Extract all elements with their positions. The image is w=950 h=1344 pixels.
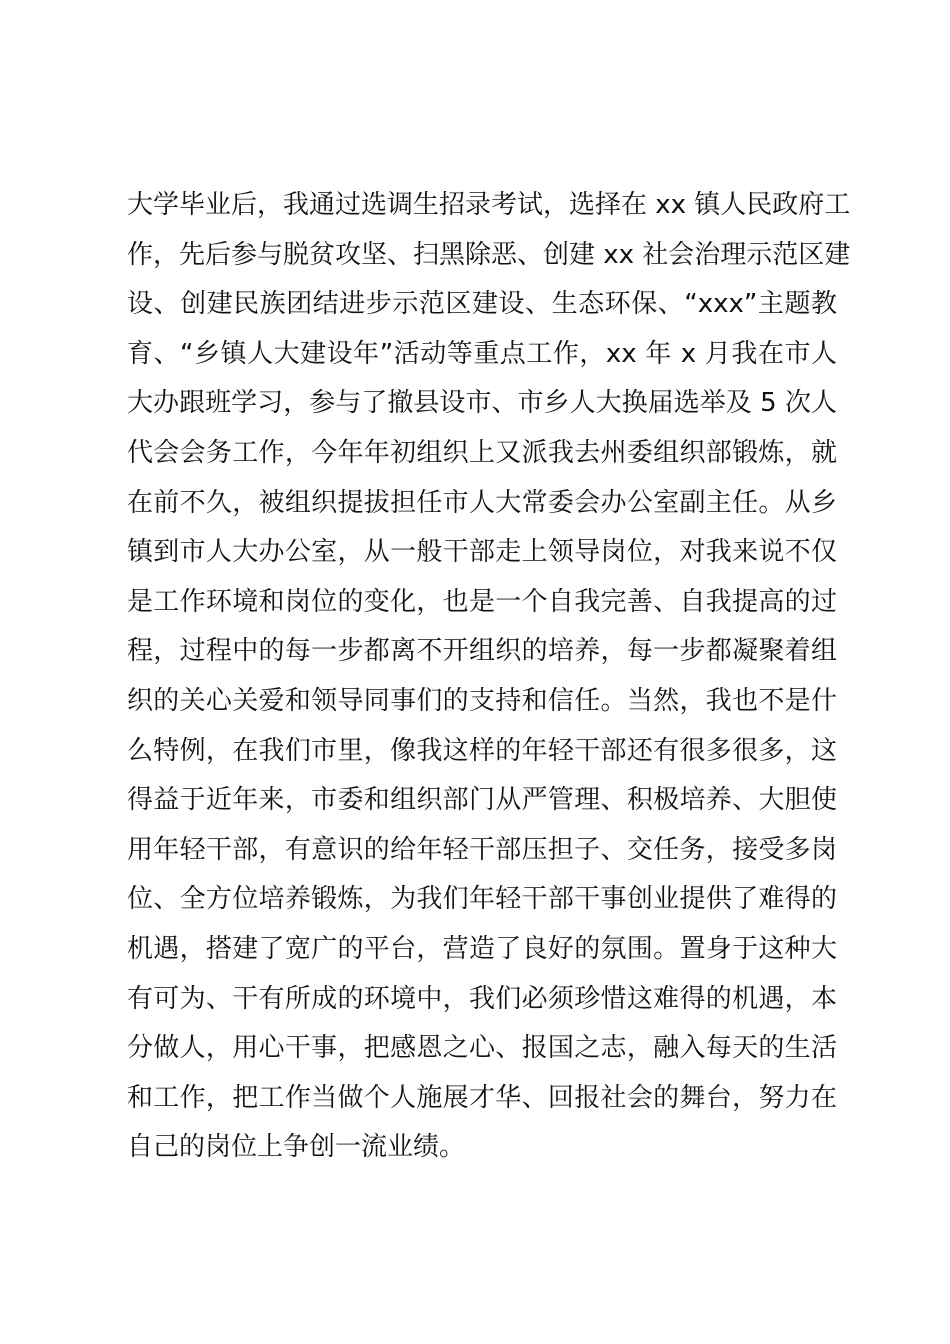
- body-paragraph: [127, 181, 851, 1173]
- text-line: 在前不久，被组织提拔担任市人大常委会办公室副主任。从乡: [127, 487, 837, 518]
- text-line: 分做人，用心干事，把感恩之心、报国之志，融入每天的生活: [127, 1033, 837, 1064]
- text-line: 设、创建民族团结进步示范区建设、生态环保、“xxx”主题教: [127, 289, 837, 320]
- text-line: 位、全方位培养锻炼，为我们年轻干部干事创业提供了难得的: [127, 884, 837, 915]
- text-line: 么特例，在我们市里，像我这样的年轻干部还有很多很多，这: [127, 735, 837, 766]
- text-line: 自己的岗位上争创一流业绩。: [127, 1132, 466, 1163]
- text-line: 和工作，把工作当做个人施展才华、回报社会的舞台，努力在: [127, 1082, 837, 1113]
- text-line: 镇到市人大办公室，从一般干部走上领导岗位，对我来说不仅: [127, 537, 837, 568]
- text-line: 用年轻干部，有意识的给年轻干部压担子、交任务，接受多岗: [127, 834, 837, 865]
- text-line: 大学毕业后，我通过选调生招录考试，选择在 xx 镇人民政府工: [127, 190, 851, 220]
- text-line: 大办跟班学习，参与了撤县设市、市乡人大换届选举及 5 次人: [127, 388, 837, 419]
- text-line: 机遇，搭建了宽广的平台，营造了良好的氛围。置身于这种大: [127, 933, 837, 964]
- text-line: 得益于近年来，市委和组织部门从严管理、积极培养、大胆使: [127, 785, 837, 816]
- text-line: 有可为、干有所成的环境中，我们必须珍惜这难得的机遇，本: [127, 983, 837, 1014]
- text-line: 育、“乡镇人大建设年”活动等重点工作，xx 年 x 月我在市人: [127, 338, 837, 369]
- text-line: 程，过程中的每一步都离不开组织的培养，每一步都凝聚着组: [127, 636, 837, 667]
- text-line: 代会会务工作，今年年初组织上又派我去州委组织部锻炼，就: [127, 437, 837, 468]
- text-line: 是工作环境和岗位的变化，也是一个自我完善、自我提高的过: [127, 586, 837, 617]
- text-line: 作，先后参与脱贫攻坚、扫黑除恶、创建 xx 社会治理示范区建: [127, 239, 851, 270]
- text-line: 织的关心关爱和领导同事们的支持和信任。当然，我也不是什: [127, 685, 837, 716]
